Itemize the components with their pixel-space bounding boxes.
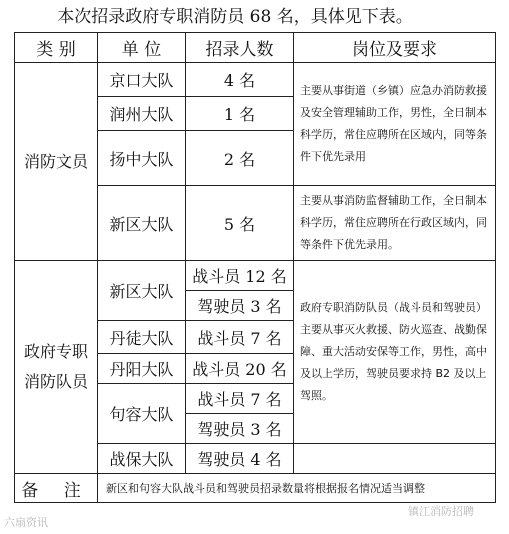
requirements-empty [294, 444, 496, 474]
note-row [15, 474, 496, 503]
unit-cell: 新区大队 [98, 261, 186, 321]
count-cell: 驾驶员 4 名 [186, 444, 294, 474]
category-firefighter [15, 261, 98, 474]
header-unit: 单 位 [98, 33, 186, 63]
count-cell: 2 名 [186, 131, 294, 186]
category-line: 政府专职 [23, 342, 88, 361]
recruitment-table [14, 32, 496, 503]
requirements-firefighter: 政府专职消防队员（战斗员和驾驶员）主要从事灭火救援、防火巡查、战勤保障、重大活动安保等工作，男性，高中及以上学历，驾驶员要求持 B2 及以上驾照。 [294, 261, 496, 444]
requirements-clerk-1: 主要从事街道（乡镇）应急办消防救援及安全管理辅助工作，男性，全日制本科学历，常住应聘所在区域内，同等条件下优先录用 [294, 63, 496, 186]
count-cell: 5 名 [186, 186, 294, 261]
unit-cell: 战保大队 [98, 444, 186, 474]
watermark-right: 镇江消防招聘 [408, 505, 474, 518]
table-row [15, 63, 496, 97]
count-cell: 战斗员 7 名 [186, 384, 294, 414]
category-clerk: 消防文员 [15, 63, 98, 261]
unit-cell: 句容大队 [98, 384, 186, 444]
count-cell: 战斗员 7 名 [186, 321, 294, 354]
unit-cell: 润州大队 [98, 97, 186, 131]
header-requirements: 岗位及要求 [294, 33, 496, 63]
requirements-clerk-2: 主要从事消防监督辅助工作，全日制本科学历，常住应聘所在行政区域内，同等条件下优先录用。 [294, 186, 496, 261]
unit-cell: 丹阳大队 [98, 354, 186, 384]
count-cell: 战斗员 12 名 [186, 261, 294, 291]
unit-cell: 丹徒大队 [98, 321, 186, 354]
unit-cell: 新区大队 [98, 186, 186, 261]
note-label: 备 注 [15, 474, 98, 503]
count-cell: 驾驶员 3 名 [186, 291, 294, 321]
note-text: 新区和句容大队战斗员和驾驶员招录数量将根据报名情况适当调整 [98, 474, 496, 503]
count-cell: 战斗员 20 名 [186, 354, 294, 384]
unit-cell: 京口大队 [98, 63, 186, 97]
table-row [15, 261, 496, 291]
page-title: 本次招录政府专职消防员 68 名，具体见下表。 [57, 7, 413, 27]
watermark-left: 六扇资讯 [4, 516, 48, 529]
count-cell: 1 名 [186, 97, 294, 131]
category-line: 消防队员 [23, 372, 88, 391]
count-cell: 4 名 [186, 63, 294, 97]
header-row [15, 33, 496, 63]
unit-cell: 扬中大队 [98, 131, 186, 186]
header-category: 类 别 [15, 33, 98, 63]
count-cell: 驾驶员 3 名 [186, 414, 294, 444]
header-count: 招录人数 [186, 33, 294, 63]
